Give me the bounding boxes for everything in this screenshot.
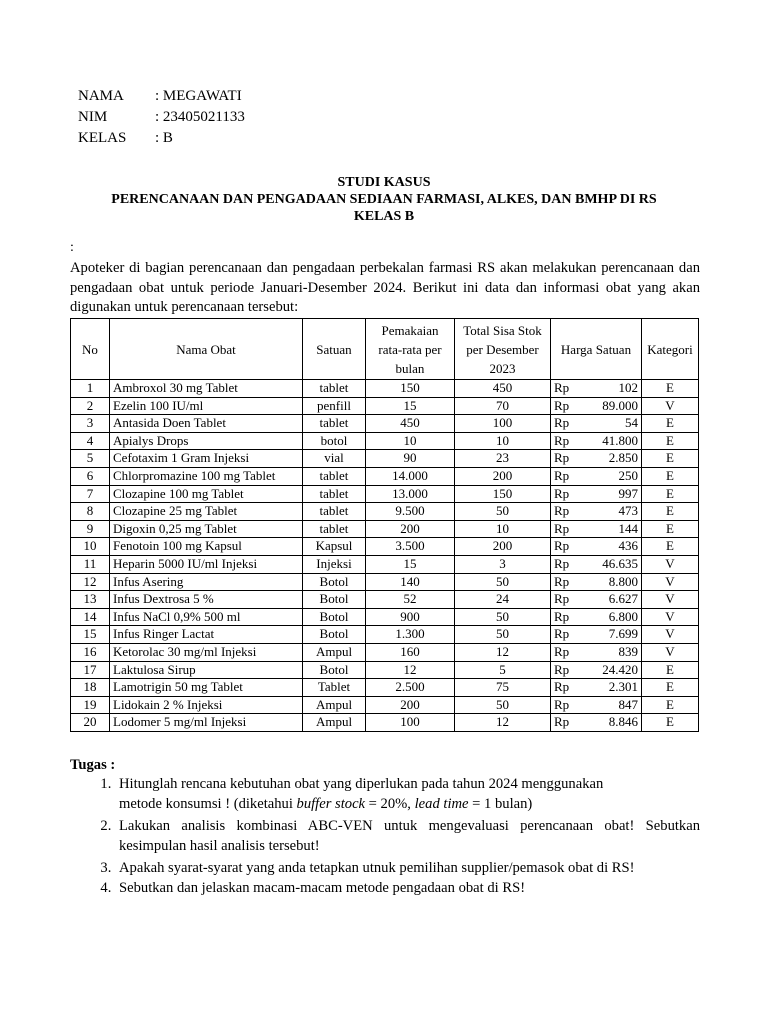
cell-nama-obat: Heparin 5000 IU/ml Injeksi [110,555,303,573]
cell-nama-obat: Clozapine 100 mg Tablet [110,485,303,503]
title-line-2: PERENCANAAN DAN PENGADAAN SEDIAAN FARMASI, ALKES, DAN BMHP DI RS [111,192,657,207]
cell-sisa-stok: 3 [455,555,551,573]
cell-pemakaian: 100 [366,714,455,732]
table-row [71,591,699,609]
info-row-nim [78,107,245,128]
cell-pemakaian: 1.300 [366,626,455,644]
cell-no: 15 [71,626,110,644]
cell-pemakaian: 900 [366,608,455,626]
info-label: NAMA [78,88,124,104]
cell-nama-obat: Laktulosa Sirup [110,661,303,679]
table-row [71,714,699,732]
intro-paragraph: Apoteker di bagian perencanaan dan pengadaan perbekalan farmasi RS akan melakukan perencanaan dan pengadaan obat untuk periode Januari-Desember 2024. Berikut ini data dan informasi obat yang akan digunakan untuk perencanaan tersebut: [70,260,700,315]
cell-no: 3 [71,415,110,433]
cell-pemakaian: 9.500 [366,503,455,521]
cell-harga [551,608,642,626]
header-satuan: Satuan [303,319,366,380]
currency-label: Rp [554,520,570,536]
cell-pemakaian: 15 [366,397,455,415]
cell-satuan: Botol [303,573,366,591]
cell-no: 18 [71,679,110,697]
cell-sisa-stok: 10 [455,432,551,450]
title-line-3: KELAS B [353,209,415,224]
cell-satuan: tablet [303,520,366,538]
table-row [71,397,699,415]
currency-label: Rp [554,415,570,431]
cell-harga [551,503,642,521]
cell-harga [551,415,642,433]
currency-label: Rp [554,485,570,501]
cell-sisa-stok: 10 [455,520,551,538]
cell-harga [551,591,642,609]
price-amount: 144 [618,520,638,536]
price-amount: 2.301 [608,679,638,695]
cell-harga [551,573,642,591]
tugas-heading: Tugas : [70,757,116,773]
price-amount: 997 [618,485,638,501]
cell-nama-obat: Lidokain 2 % Injeksi [110,696,303,714]
cell-no: 14 [71,608,110,626]
cell-sisa-stok: 24 [455,591,551,609]
header-no: No [71,319,110,380]
price-amount: 6.627 [608,591,638,607]
cell-satuan: tablet [303,467,366,485]
cell-harga [551,643,642,661]
currency-label: Rp [554,696,570,712]
cell-sisa-stok: 75 [455,679,551,697]
cell-pemakaian: 200 [366,520,455,538]
cell-kategori: V [642,591,699,609]
currency-label: Rp [554,608,570,624]
cell-harga [551,467,642,485]
cell-kategori: E [642,467,699,485]
cell-kategori: E [642,714,699,732]
currency-label: Rp [554,467,570,483]
price-amount: 8.846 [608,714,638,730]
cell-nama-obat: Infus Asering [110,573,303,591]
cell-no: 6 [71,467,110,485]
cell-harga [551,450,642,468]
info-value: : 23405021133 [155,109,245,125]
currency-label: Rp [554,714,570,730]
tugas-item: 3. Apakah syarat-syarat yang anda tetapkan utnuk pemilihan supplier/pemasok obat di RS! [115,859,700,879]
cell-kategori: V [642,555,699,573]
price-amount: 436 [618,538,638,554]
price-amount: 473 [618,503,638,519]
tugas-item: 1. Hitunglah rencana kebutuhan obat yang diperlukan pada tahun 2024 menggunakan metode konsumsi ! (diketahui buffer stock = 20%, lead time = 1 bulan) [115,775,700,814]
cell-nama-obat: Apialys Drops [110,432,303,450]
cell-no: 1 [71,380,110,398]
price-amount: 847 [618,696,638,712]
table-row [71,503,699,521]
cell-satuan: Botol [303,661,366,679]
price-amount: 6.800 [608,608,638,624]
currency-label: Rp [554,397,570,413]
table-row [71,467,699,485]
table-body [71,380,699,732]
document-title [0,174,768,225]
cell-kategori: V [642,643,699,661]
currency-label: Rp [554,503,570,519]
cell-satuan: Injeksi [303,555,366,573]
info-label: NIM [78,109,108,125]
cell-pemakaian: 12 [366,661,455,679]
cell-kategori: V [642,626,699,644]
table-row [71,450,699,468]
cell-no: 8 [71,503,110,521]
currency-label: Rp [554,679,570,695]
price-amount: 24.420 [602,661,638,677]
student-info [78,86,245,149]
table-row [71,520,699,538]
cell-kategori: E [642,450,699,468]
cell-pemakaian: 15 [366,555,455,573]
tugas-item: 4. Sebutkan dan jelaskan macam-macam metode pengadaan obat di RS! [115,879,700,899]
price-amount: 54 [625,415,638,431]
cell-harga [551,432,642,450]
cell-sisa-stok: 150 [455,485,551,503]
cell-harga [551,661,642,679]
table-header-row [71,319,699,380]
drug-table [70,318,699,732]
cell-sisa-stok: 50 [455,503,551,521]
cell-harga [551,397,642,415]
cell-kategori: E [642,661,699,679]
price-amount: 41.800 [602,432,638,448]
currency-label: Rp [554,661,570,677]
cell-kategori: E [642,485,699,503]
cell-kategori: V [642,608,699,626]
table-row [71,608,699,626]
cell-satuan: Ampul [303,696,366,714]
info-value: : MEGAWATI [155,88,242,104]
cell-sisa-stok: 50 [455,626,551,644]
cell-sisa-stok: 70 [455,397,551,415]
cell-satuan: tablet [303,503,366,521]
tugas-section [70,755,700,898]
price-amount: 7.699 [608,626,638,642]
cell-no: 5 [71,450,110,468]
currency-label: Rp [554,626,570,642]
cell-sisa-stok: 200 [455,538,551,556]
info-row-kelas [78,128,245,149]
currency-label: Rp [554,450,570,466]
cell-nama-obat: Infus NaCl 0,9% 500 ml [110,608,303,626]
info-label: KELAS [78,130,127,146]
cell-sisa-stok: 100 [455,415,551,433]
cell-nama-obat: Chlorpromazine 100 mg Tablet [110,467,303,485]
cell-nama-obat: Lodomer 5 mg/ml Injeksi [110,714,303,732]
price-amount: 2.850 [608,450,638,466]
cell-harga [551,520,642,538]
cell-sisa-stok: 5 [455,661,551,679]
cell-pemakaian: 150 [366,380,455,398]
currency-label: Rp [554,555,570,571]
cell-kategori: E [642,503,699,521]
currency-label: Rp [554,432,570,448]
header-kategori: Kategori [642,319,699,380]
cell-no: 19 [71,696,110,714]
cell-no: 20 [71,714,110,732]
cell-pemakaian: 450 [366,415,455,433]
header-harga-satuan: Harga Satuan [551,319,642,380]
price-amount: 102 [618,380,638,395]
cell-sisa-stok: 200 [455,467,551,485]
cell-harga [551,485,642,503]
cell-nama-obat: Fenotoin 100 mg Kapsul [110,538,303,556]
currency-label: Rp [554,380,570,395]
header-sisa-stok: Total Sisa Stok per Desember 2023 [455,319,551,380]
cell-kategori: E [642,432,699,450]
table-row [71,661,699,679]
price-amount: 46.635 [602,555,638,571]
cell-nama-obat: Infus Dextrosa 5 % [110,591,303,609]
cell-satuan: Botol [303,626,366,644]
table-row [71,555,699,573]
tugas-list [70,775,700,898]
cell-kategori: V [642,397,699,415]
cell-pemakaian: 2.500 [366,679,455,697]
cell-pemakaian: 140 [366,573,455,591]
price-amount: 250 [618,467,638,483]
price-amount: 89.000 [602,397,638,413]
table-row [71,696,699,714]
cell-no: 7 [71,485,110,503]
cell-nama-obat: Digoxin 0,25 mg Tablet [110,520,303,538]
cell-nama-obat: Ketorolac 30 mg/ml Injeksi [110,643,303,661]
cell-kategori: V [642,573,699,591]
currency-label: Rp [554,573,570,589]
cell-satuan: Tablet [303,679,366,697]
cell-kategori: E [642,380,699,398]
cell-sisa-stok: 12 [455,643,551,661]
currency-label: Rp [554,643,570,659]
table-row [71,380,699,398]
currency-label: Rp [554,538,570,554]
cell-pemakaian: 10 [366,432,455,450]
cell-no: 9 [71,520,110,538]
cell-kategori: E [642,415,699,433]
table-row [71,538,699,556]
cell-satuan: tablet [303,380,366,398]
cell-nama-obat: Infus Ringer Lactat [110,626,303,644]
table-row [71,573,699,591]
cell-satuan: Botol [303,591,366,609]
cell-harga [551,696,642,714]
cell-nama-obat: Ezelin 100 IU/ml [110,397,303,415]
cell-satuan: Ampul [303,714,366,732]
cell-kategori: E [642,538,699,556]
cell-nama-obat: Lamotrigin 50 mg Tablet [110,679,303,697]
table-row [71,415,699,433]
cell-no: 13 [71,591,110,609]
cell-pemakaian: 3.500 [366,538,455,556]
price-amount: 839 [618,643,638,659]
cell-harga [551,555,642,573]
cell-harga [551,626,642,644]
cell-no: 2 [71,397,110,415]
cell-nama-obat: Cefotaxim 1 Gram Injeksi [110,450,303,468]
cell-pemakaian: 160 [366,643,455,661]
cell-satuan: vial [303,450,366,468]
cell-no: 17 [71,661,110,679]
cell-satuan: Ampul [303,643,366,661]
cell-satuan: botol [303,432,366,450]
stray-colon: : [70,240,74,255]
cell-sisa-stok: 50 [455,608,551,626]
cell-sisa-stok: 23 [455,450,551,468]
cell-nama-obat: Clozapine 25 mg Tablet [110,503,303,521]
header-pemakaian: Pemakaian rata-rata per bulan [366,319,455,380]
table-row [71,485,699,503]
cell-satuan: Botol [303,608,366,626]
table-row [71,679,699,697]
cell-no: 10 [71,538,110,556]
cell-nama-obat: Ambroxol 30 mg Tablet [110,380,303,398]
cell-sisa-stok: 12 [455,714,551,732]
cell-satuan: Kapsul [303,538,366,556]
table-row [71,626,699,644]
cell-satuan: tablet [303,485,366,503]
title-line-1: STUDI KASUS [337,175,431,190]
cell-sisa-stok: 450 [455,380,551,398]
info-value: : B [155,130,173,146]
cell-no: 4 [71,432,110,450]
cell-nama-obat: Antasida Doen Tablet [110,415,303,433]
info-row-nama [78,86,245,107]
cell-satuan: tablet [303,415,366,433]
cell-no: 11 [71,555,110,573]
cell-harga [551,679,642,697]
cell-pemakaian: 90 [366,450,455,468]
cell-pemakaian: 52 [366,591,455,609]
cell-satuan: penfill [303,397,366,415]
cell-pemakaian: 14.000 [366,467,455,485]
cell-harga [551,714,642,732]
cell-no: 12 [71,573,110,591]
cell-harga [551,380,642,398]
cell-no: 16 [71,643,110,661]
table-row [71,643,699,661]
header-nama-obat: Nama Obat [110,319,303,380]
currency-label: Rp [554,591,570,607]
cell-sisa-stok: 50 [455,696,551,714]
cell-harga [551,538,642,556]
cell-kategori: E [642,679,699,697]
table-row [71,432,699,450]
cell-pemakaian: 200 [366,696,455,714]
cell-pemakaian: 13.000 [366,485,455,503]
cell-sisa-stok: 50 [455,573,551,591]
cell-kategori: E [642,696,699,714]
price-amount: 8.800 [608,573,638,589]
cell-kategori: E [642,520,699,538]
tugas-item: 2. Lakukan analisis kombinasi ABC-VEN untuk mengevaluasi perencanaan obat! Sebutkan kesimpulan hasil analisis tersebut! [115,817,700,856]
